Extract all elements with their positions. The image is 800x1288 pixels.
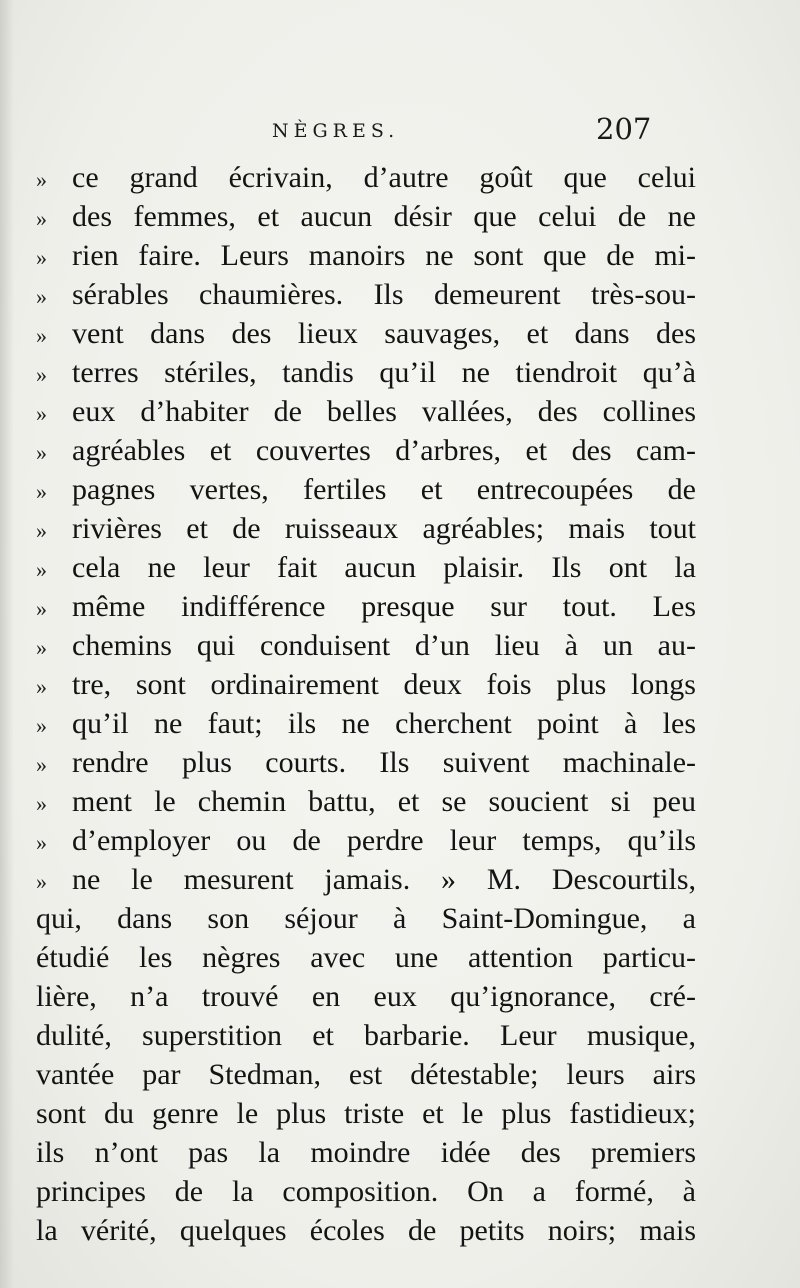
text-line [36,1133,696,1172]
quote-mark: » [36,518,47,543]
line-text: d’employer ou de perdre leur temps, qu’ils [72,824,696,857]
line-text: dulité, superstition et barbarie. Leur musique, [36,1019,696,1052]
line-text: chemins qui conduisent d’un lieu à un au- [72,629,696,662]
line-text: vantée par Stedman, est détestable; leurs airs [36,1058,696,1091]
running-head: NÈGRES. [272,120,400,142]
text-line [36,236,696,275]
line-text: eux d’habiter de belles vallées, des collines [72,395,696,428]
page-header [0,112,800,152]
text-line [36,197,696,236]
text-line [36,392,696,431]
quote-mark: » [36,284,47,309]
quote-mark: » [36,713,47,738]
line-text: ils n’ont pas la moindre idée des premiers [36,1136,696,1169]
quote-mark: » [36,557,47,582]
text-line [36,275,696,314]
text-line [36,782,696,821]
text-line [36,704,696,743]
text-line [36,158,696,197]
quote-mark: » [36,323,47,348]
quote-mark: » [36,674,47,699]
line-text: même indifférence presque sur tout. Les [72,590,696,623]
text-line [36,899,696,938]
line-text: principes de la composition. On a formé, à [36,1175,696,1208]
quote-mark: » [36,401,47,426]
line-text: vent dans des lieux sauvages, et dans des [72,317,696,350]
text-line [36,860,696,899]
page-number: 207 [596,112,652,146]
line-text: ce grand écrivain, d’autre goût que celui [72,161,696,194]
body-text [36,158,696,1250]
text-line [36,1055,696,1094]
page-edge-shadow [0,0,14,1288]
text-line [36,1094,696,1133]
quote-mark: » [36,440,47,465]
text-line [36,548,696,587]
line-text: agréables et couvertes d’arbres, et des cam- [72,434,696,467]
line-text: rendre plus courts. Ils suivent machinale- [72,746,696,779]
text-line [36,977,696,1016]
text-line [36,665,696,704]
quote-mark: » [36,206,47,231]
line-text: terres stériles, tandis qu’il ne tiendroit qu’à [72,356,696,389]
quote-mark: » [36,479,47,504]
line-text: cela ne leur fait aucun plaisir. Ils ont la [72,551,696,584]
line-text: la vérité, quelques écoles de petits noirs; mais [36,1214,696,1247]
line-text: pagnes vertes, fertiles et entrecoupées de [72,473,696,506]
text-line [36,353,696,392]
quote-mark: » [36,752,47,777]
line-text: ne le mesurent jamais. » M. Descourtils, [72,863,696,896]
quote-mark: » [36,869,47,894]
quote-mark: » [36,635,47,660]
text-line [36,1172,696,1211]
text-line [36,314,696,353]
quote-mark: » [36,167,47,192]
text-line [36,587,696,626]
quote-mark: » [36,596,47,621]
quote-mark: » [36,830,47,855]
line-text: qu’il ne faut; ils ne cherchent point à les [72,707,696,740]
line-text: lière, n’a trouvé en eux qu’ignorance, cré- [36,980,696,1013]
text-line [36,938,696,977]
quote-mark: » [36,791,47,816]
line-text: ment le chemin battu, et se soucient si peu [72,785,696,818]
line-text: tre, sont ordinairement deux fois plus longs [72,668,696,701]
line-text: rivières et de ruisseaux agréables; mais tout [72,512,696,545]
line-text: des femmes, et aucun désir que celui de ne [72,200,696,233]
text-line [36,743,696,782]
line-text: sont du genre le plus triste et le plus fastidieux; [36,1097,696,1130]
line-text: étudié les nègres avec une attention particu- [36,941,696,974]
text-line [36,626,696,665]
line-text: sérables chaumières. Ils demeurent très-sou- [72,278,696,311]
text-line [36,1016,696,1055]
line-text: qui, dans son séjour à Saint-Domingue, a [36,902,696,935]
text-line [36,821,696,860]
text-line [36,431,696,470]
quote-mark: » [36,362,47,387]
text-line [36,470,696,509]
text-line [36,509,696,548]
text-line [36,1211,696,1250]
quote-mark: » [36,245,47,270]
line-text: rien faire. Leurs manoirs ne sont que de mi- [72,239,696,272]
